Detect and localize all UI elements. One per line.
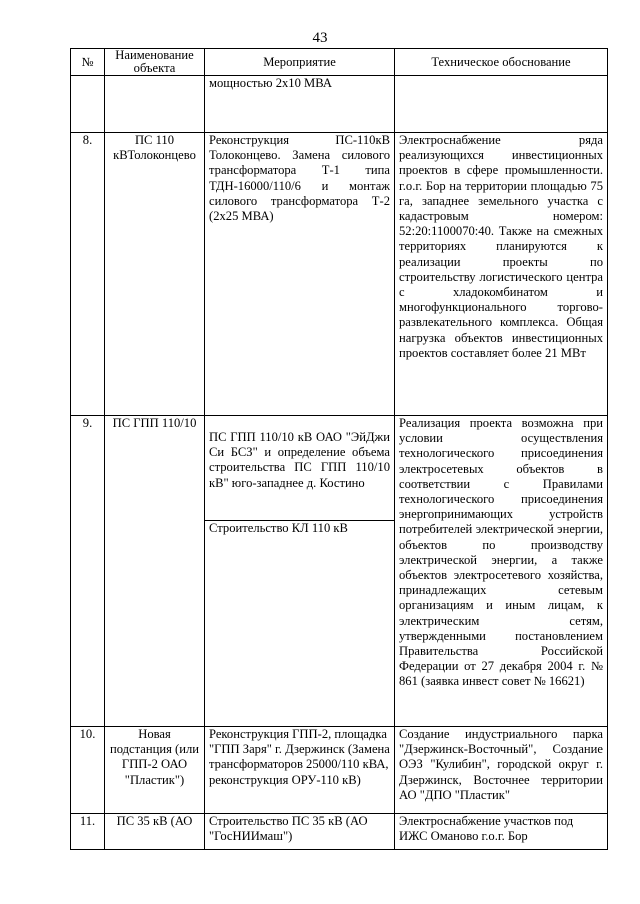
cell-object [105, 76, 205, 133]
cell-justification: Реализация проекта возможна при условии осуществления технологического присоединения электросетевых объектов в соответствии с Правилами технологического присоединения энергопринимающих устройств потребителей электрической энергии, объектов по производству электрической энергии, а также объектов электросетевого хозяйства, принадлежащих сетевым организациям и иным лицам, к электрическим сетям, утвержденными постановлением Правительства Российской Федерации от 27 декабря 2004 г. № 861 (заявка инвест совет № 16621) [395, 416, 608, 727]
measures-table [70, 48, 608, 850]
table-row-9 [71, 416, 608, 521]
header-object: Наименование объекта [105, 49, 205, 76]
header-measure: Мероприятие [205, 49, 395, 76]
table-header-row [71, 49, 608, 76]
cell-measure: Строительство ПС 35 кВ (АО "ГосНИИмаш") [205, 814, 395, 850]
cell-justification: Электроснабжение ряда реализующихся инвестиционных проектов в сфере промышленности. г.о.г. Бор на территории площадью 75 га, западнее земельного участка с кадастровым номером: 52:20:1100070:40. Также на смежных территориях планируются к реализации проекты по строительству логистического центра с хладокомбинатом и многофункционального торгово-развлекательного комплекса. Общая нагрузка объектов инвестиционных проектов составляет более 21 МВт [395, 133, 608, 416]
cell-object: Новая подстанция (или ГПП-2 ОАО "Пластик") [105, 727, 205, 814]
cell-justification [395, 76, 608, 133]
cell-measure-b: Строительство КЛ 110 кВ [205, 521, 395, 727]
table-row-11 [71, 814, 608, 850]
cell-num: 9. [71, 416, 105, 727]
table-row-8 [71, 133, 608, 416]
cell-justification: Электроснабжение участков под ИЖС Оманово г.о.г. Бор [395, 814, 608, 850]
cell-num: 10. [71, 727, 105, 814]
header-justification: Техническое обоснование [395, 49, 608, 76]
header-num: № [71, 49, 105, 76]
cell-measure: Реконструкция ПС-110кВ Толоконцево. Замена силового трансформатора Т-1 типа ТДН-16000/110/6 и монтаж силового трансформатора Т-2 (2х25 МВА) [205, 133, 395, 416]
cell-num: 11. [71, 814, 105, 850]
cell-num [71, 76, 105, 133]
cell-measure-a: ПС ГПП 110/10 кВ ОАО "ЭйДжи Си БСЗ" и определение объема строительства ПС ГПП 110/10 кВ" юго-западнее д. Костино [205, 416, 395, 521]
table-row-10 [71, 727, 608, 814]
cell-object: ПС 35 кВ (АО [105, 814, 205, 850]
cell-justification: Создание индустриального парка "Дзержинск-Восточный", Создание ОЭЗ "Кулибин", городской округ г. Дзержинск, Восточнее территории АО "ДПО "Пластик" [395, 727, 608, 814]
cell-measure: Реконструкция ГПП-2, площадка "ГПП Заря" г. Дзержинск (Замена трансформаторов 25000/110 кВА, реконструкция ОРУ-110 кВ) [205, 727, 395, 814]
cell-num: 8. [71, 133, 105, 416]
page-number: 43 [312, 30, 328, 46]
cell-object: ПС 110 кВТолоконцево [105, 133, 205, 416]
cell-measure: мощностью 2х10 МВА [205, 76, 395, 133]
cell-object: ПС ГПП 110/10 [105, 416, 205, 727]
table-row-continuation [71, 76, 608, 133]
